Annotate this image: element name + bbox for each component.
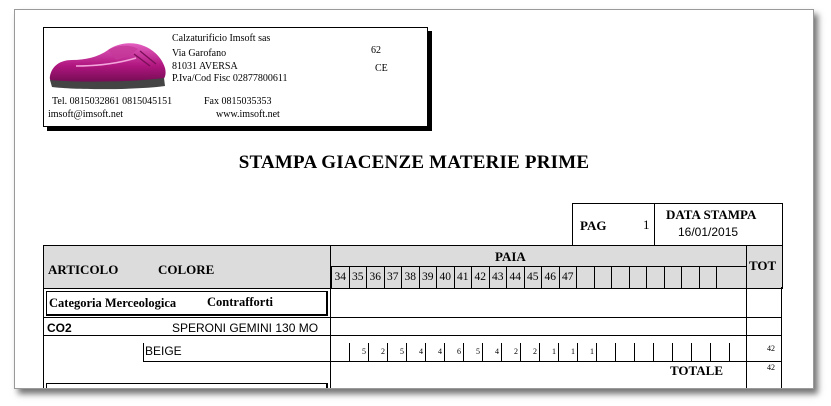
quantity-cell	[729, 343, 748, 361]
category-box	[46, 291, 328, 316]
size-cell	[611, 266, 629, 288]
color-value: BEIGE	[145, 344, 182, 358]
quantity-cell: 2	[520, 343, 539, 361]
report-page	[14, 9, 814, 389]
quantity-cell	[653, 343, 672, 361]
quantity-cell: 1	[577, 343, 596, 361]
next-category-box	[46, 383, 328, 389]
company-email: imsoft@imsoft.net	[48, 109, 124, 120]
company-street-no: 62	[371, 45, 381, 56]
articolo-header: ARTICOLO	[48, 262, 119, 277]
quantity-cell	[615, 343, 634, 361]
totale-value: 42	[767, 363, 775, 372]
tot-header: TOT	[749, 258, 777, 273]
size-cell: 43	[489, 266, 507, 288]
size-cell	[646, 266, 664, 288]
size-cell	[664, 266, 682, 288]
company-street: Via Garofano	[172, 48, 227, 59]
quantity-cell	[691, 343, 710, 361]
category-label: Categoria Merceologica	[49, 296, 177, 310]
size-cell: 45	[524, 266, 542, 288]
size-cell	[681, 266, 699, 288]
print-date-box	[654, 203, 783, 247]
quantity-cell: 5	[349, 343, 368, 361]
article-code: CO2	[47, 321, 72, 335]
company-city: 81031 AVERSA	[172, 61, 238, 72]
size-cell	[699, 266, 717, 288]
totale-label: TOTALE	[670, 363, 723, 378]
company-vat: P.Iva/Cod Fisc 02877800611	[172, 73, 288, 84]
page-value: 1	[643, 217, 650, 232]
shoe-logo-image	[46, 36, 168, 94]
company-province: CE	[375, 63, 388, 74]
size-cell	[629, 266, 647, 288]
paia-header: PAIA	[495, 249, 526, 264]
quantity-cell	[672, 343, 691, 361]
quantity-cells	[330, 343, 748, 361]
size-cell	[716, 266, 734, 288]
size-cell	[576, 266, 594, 288]
size-cell: 37	[384, 266, 402, 288]
size-cell: 34	[331, 266, 349, 288]
article-description: SPERONI GEMINI 130 MO	[172, 321, 319, 335]
quantity-cell: 4	[406, 343, 425, 361]
company-fax: Fax 0815035353	[204, 96, 272, 107]
quantity-cell: 5	[463, 343, 482, 361]
size-cell: 42	[471, 266, 489, 288]
size-cell	[594, 266, 612, 288]
quantity-cell: 1	[539, 343, 558, 361]
page-number-box	[572, 203, 655, 247]
quantity-cell	[596, 343, 615, 361]
size-cell: 44	[506, 266, 524, 288]
colore-header: COLORE	[158, 262, 215, 277]
company-name: Calzaturificio Imsoft sas	[172, 33, 271, 44]
size-cell: 46	[541, 266, 559, 288]
size-cell: 39	[419, 266, 437, 288]
table-header	[43, 245, 783, 289]
company-header	[43, 27, 428, 127]
print-date-label: DATA STAMPA	[666, 207, 757, 222]
company-web: www.imsoft.net	[216, 109, 280, 120]
size-columns	[331, 266, 734, 288]
quantity-cell	[634, 343, 653, 361]
page-label: PAG	[580, 218, 607, 233]
print-date-value: 16/01/2015	[678, 225, 739, 239]
category-value: Contrafforti	[207, 295, 273, 309]
quantity-cell: 2	[501, 343, 520, 361]
size-cell: 47	[559, 266, 577, 288]
quantity-cell	[710, 343, 729, 361]
quantity-cell: 4	[425, 343, 444, 361]
size-cell: 38	[401, 266, 419, 288]
company-tel: Tel. 0815032861 0815045151	[52, 96, 173, 107]
quantity-cell: 5	[387, 343, 406, 361]
quantity-cell: 4	[482, 343, 501, 361]
document-title: STAMPA GIACENZE MATERIE PRIME	[238, 152, 590, 173]
size-cell: 41	[454, 266, 472, 288]
quantity-cell	[330, 343, 349, 361]
row-total: 42	[767, 344, 775, 353]
size-cell: 40	[436, 266, 454, 288]
quantity-cell: 1	[558, 343, 577, 361]
size-cell: 36	[366, 266, 384, 288]
quantity-cell: 2	[368, 343, 387, 361]
quantity-cell: 6	[444, 343, 463, 361]
size-cell: 35	[349, 266, 367, 288]
